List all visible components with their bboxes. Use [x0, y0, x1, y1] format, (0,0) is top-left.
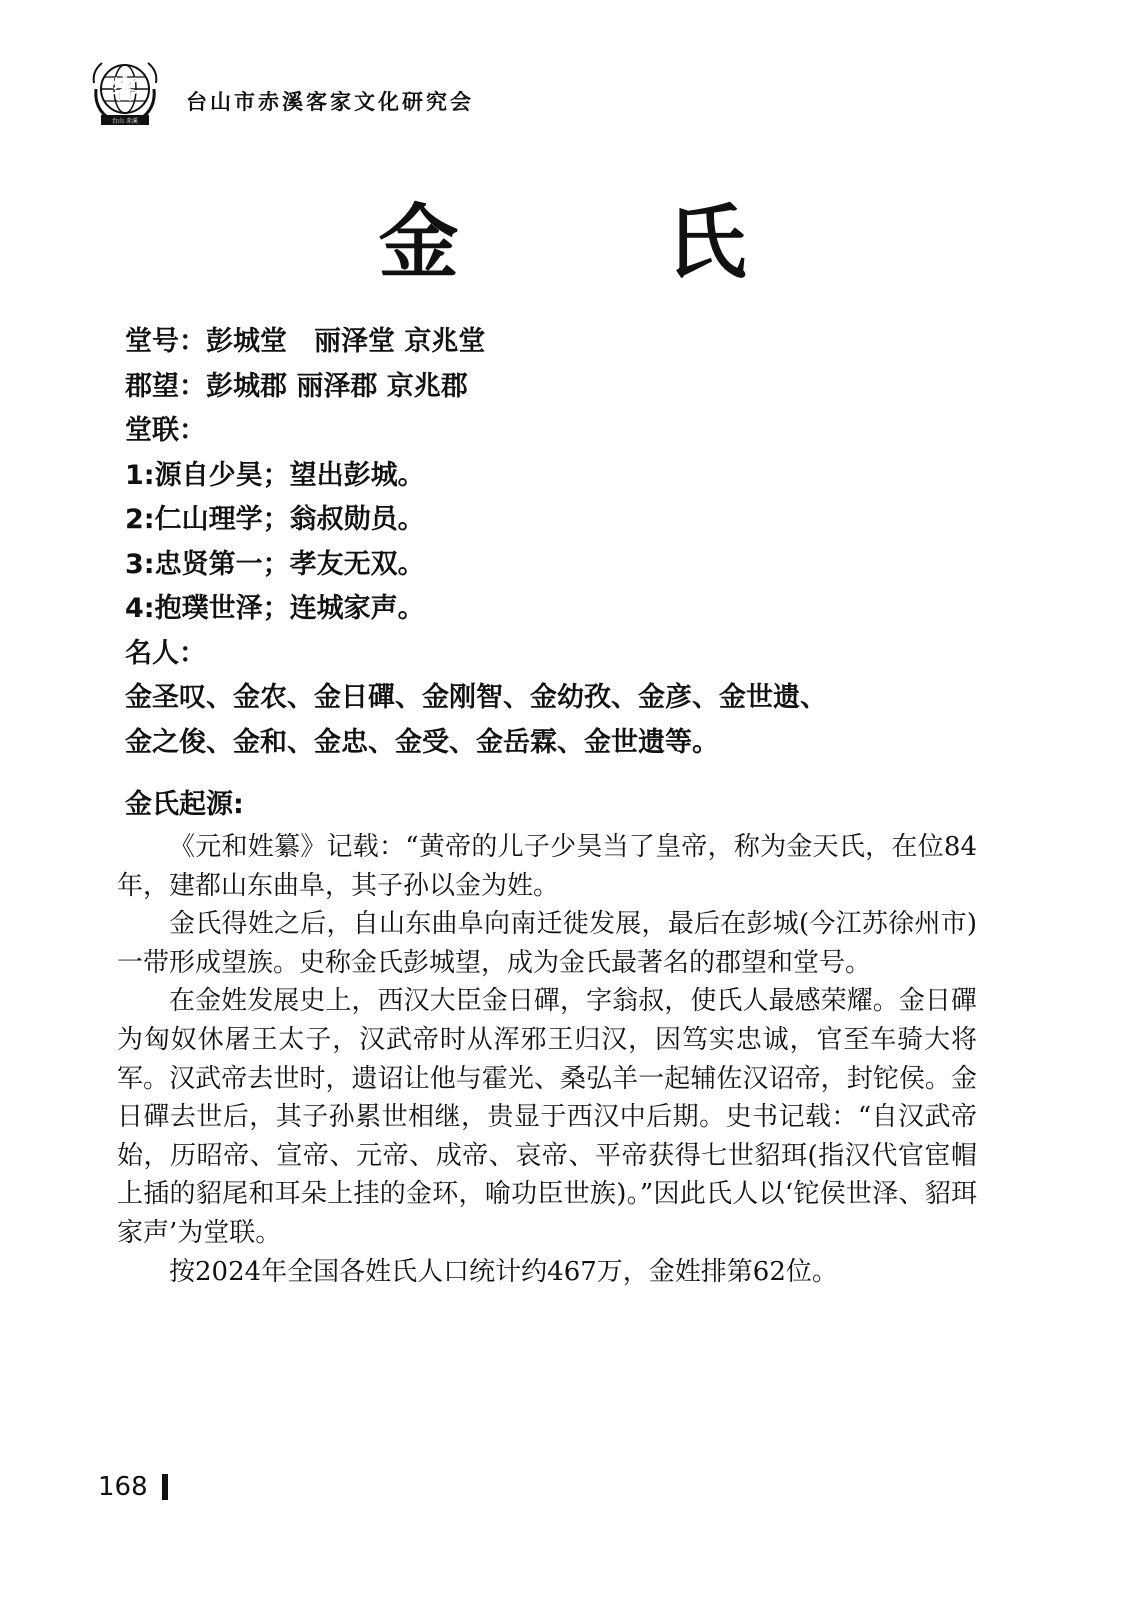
page-header	[86, 52, 474, 132]
hall-name-line: 堂号：彭城堂 丽泽堂 京兆堂	[125, 326, 486, 357]
couplet-4: 4:抱璞世泽；连城家声。	[125, 593, 425, 624]
paragraph: 金氏得姓之后，自山东曲阜向南迁徙发展，最后在彭城(今江苏徐州市)一带形成望族。史称金氏彭城望，成为金氏最著名的郡望和堂号。	[117, 909, 977, 978]
page-title: 金 氏	[378, 195, 837, 289]
logo-banner-text: 台山 赤溪	[112, 118, 138, 125]
organization-name: 台山市赤溪客家文化研究会	[186, 89, 474, 114]
prefecture-line: 郡望：彭城郡 丽泽郡 京兆郡	[125, 370, 468, 402]
couplet-2: 2:仁山理学；翁叔勋员。	[125, 504, 425, 535]
celebrities-line-2: 金之俊、金和、金忠、金受、金岳霖、金世遗等。	[125, 726, 719, 758]
page-bar-divider	[162, 1474, 168, 1500]
origin-body	[117, 828, 977, 1291]
couplet-1: 1:源自少昊；望出彭城。	[125, 459, 425, 491]
couplet-3: 3:忠贤第一；孝友无双。	[125, 548, 425, 580]
logo-mark: 客	[111, 75, 139, 105]
page-footer	[98, 1472, 168, 1502]
paragraph: 在金姓发展史上，西汉大臣金日磾，字翁叔，使氏人最感荣耀。金日磾为匈奴休屠王太子，汉武帝时从浑邪王归汉，因笃实忠诚，官至车骑大将军。汉武帝去世时，遗诏让他与霍光、桑弘羊一起辅佐汉诏帝，封铊侯。金日磾去世后，其子孙累世相继，贵显于西汉中后期。史书记载：“自汉武帝始，历昭帝、宣帝、元帝、成帝、哀帝、平帝获得七世貂珥(指汉代官宦帽上插的貂尾和耳朵上挂的金环，喻功臣世族)。”因此氏人以‘铊侯世泽、貂珥家声’为堂联。	[117, 986, 977, 1248]
origin-heading: 金氏起源:	[125, 789, 244, 820]
celebrities-line-1: 金圣叹、金农、金日磾、金刚智、金幼孜、金彦、金世遗、	[125, 682, 827, 713]
paragraph: 按2024年全国各姓氏人口统计约467万，金姓排第62位。	[169, 1256, 838, 1287]
celebrities-heading: 名人：	[125, 637, 206, 669]
paragraph: 《元和姓纂》记载：“黄帝的儿子少昊当了皇帝，称为金天氏，在位84年，建都山东曲阜，其子孙以金为姓。	[117, 832, 977, 901]
globe-wreath-emblem-icon	[86, 53, 164, 131]
surname-info	[125, 320, 1005, 765]
couplet-heading: 堂联：	[125, 415, 206, 446]
page-number: 168	[98, 1472, 148, 1502]
